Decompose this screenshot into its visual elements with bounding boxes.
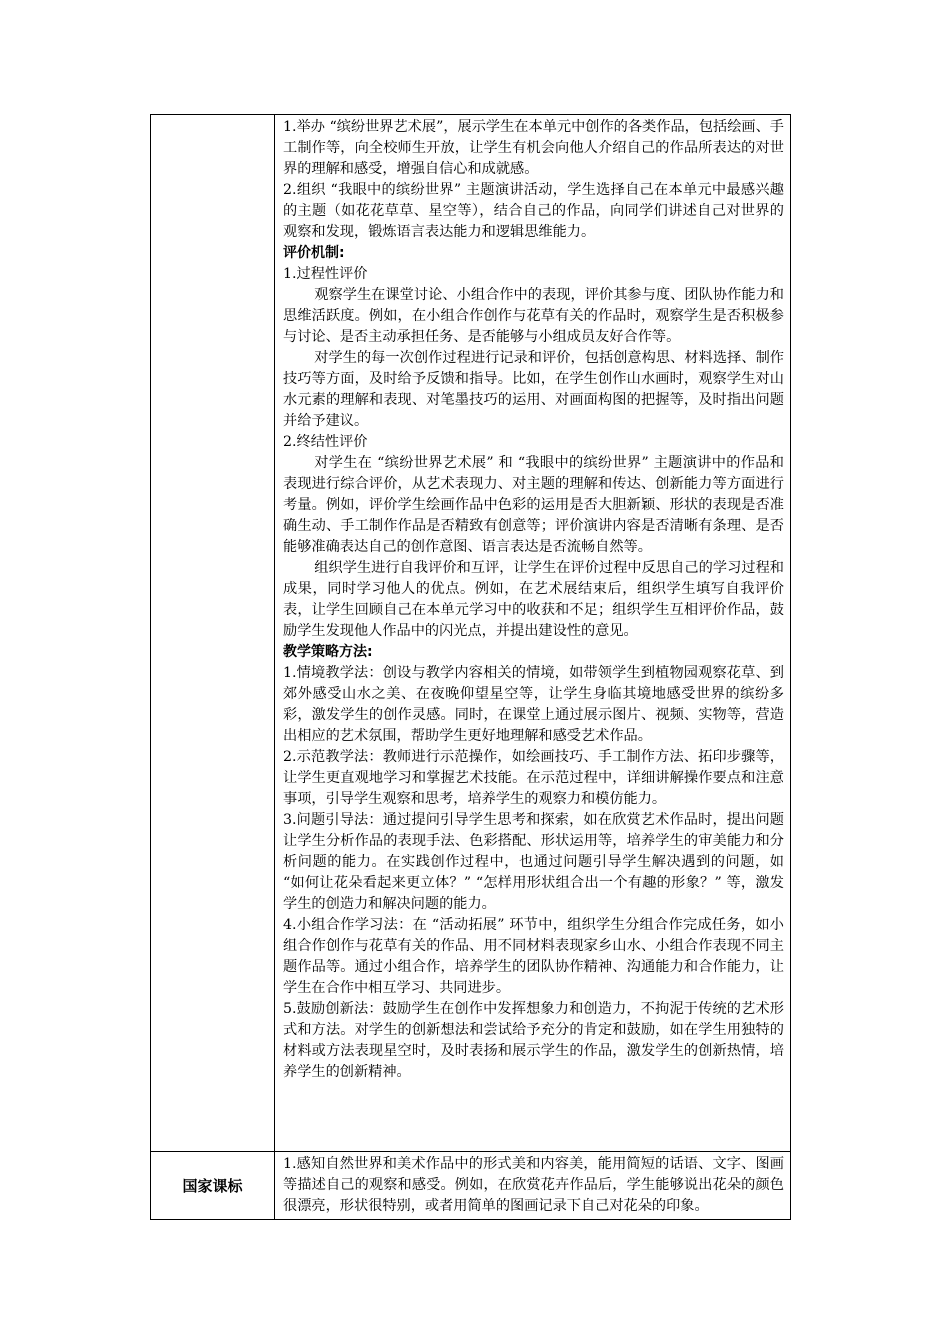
process-evaluation-para-2: 对学生的每一次创作过程进行记录和评价，包括创意构思、材料选择、制作技巧等方面，及时给予反馈和指导。比如，在学生创作山水画时，观察学生对山水元素的理解和表现、对笔墨技巧的运用、对画面构图的把握等，及时指出问题并给予建议。 xyxy=(283,350,784,429)
process-evaluation-para-1: 观察学生在课堂讨论、小组合作中的表现，评价其参与度、团队协作能力和思维活跃度。例如，在小组合作创作与花草有关的作品时，观察学生是否积极参与讨论、是否主动承担任务、是否能够与小组成员友好合作等。 xyxy=(283,287,784,345)
standards-content-cell xyxy=(275,1152,791,1220)
document-table xyxy=(150,114,791,1220)
activity-item-1: 1.举办 “缤纷世界艺术展”，展示学生在本单元中创作的各类作品，包括绘画、手工制作等，向全校师生开放，让学生有机会向他人介绍自己的作品所表达的对世界的理解和感受，增强自信心和成就感。 xyxy=(283,119,784,177)
summative-evaluation-title: 2.终结性评价 xyxy=(283,434,368,450)
evaluation-heading: 评价机制: xyxy=(283,245,345,261)
activities-cell xyxy=(275,115,791,1152)
strategy-item-2: 2.示范教学法：教师进行示范操作，如绘画技巧、手工制作方法、拓印步骤等，让学生更直观地学习和掌握艺术技能。在示范过程中，详细讲解操作要点和注意事项，引导学生观察和思考，培养学生的观察力和模仿能力。 xyxy=(283,749,784,807)
summative-evaluation-para-2: 组织学生进行自我评价和互评，让学生在评价过程中反思自己的学习过程和成果，同时学习他人的优点。例如，在艺术展结束后，组织学生填写自我评价表，让学生回顾自己在本单元学习中的收获和不足；组织学生互相评价作品，鼓励学生发现他人作品中的闪光点，并提出建设性的意见。 xyxy=(283,560,784,639)
standards-label-cell xyxy=(151,1152,275,1220)
strategy-heading: 教学策略方法: xyxy=(283,644,373,660)
summative-evaluation-para-1: 对学生在 “缤纷世界艺术展” 和 “我眼中的缤纷世界” 主题演讲中的作品和表现进行综合评价，从艺术表现力、对主题的理解和传达、创新能力等方面进行考量。例如，评价学生绘画作品中色彩的运用是否大胆新颖、形状的表现是否准确生动、手工制作作品是否精致有创意等；评价演讲内容是否清晰有条理、是否能够准确表达自己的创作意图、语言表达是否流畅自然等。 xyxy=(283,455,784,555)
strategy-item-1: 1.情境教学法：创设与教学内容相关的情境，如带领学生到植物园观察花草、到郊外感受山水之美、在夜晚仰望星空等，让学生身临其境地感受世界的缤纷多彩，激发学生的创作灵感。同时，在课堂上通过展示图片、视频、实物等，营造出相应的艺术氛围，帮助学生更好地理解和感受艺术作品。 xyxy=(283,665,784,744)
table-row xyxy=(151,115,791,1152)
strategy-item-4: 4.小组合作学习法：在 “活动拓展” 环节中，组织学生分组合作完成任务，如小组合作创作与花草有关的作品、用不同材料表现家乡山水、小组合作表现不同主题作品等。通过小组合作，培养学生的团队协作精神、沟通能力和合作能力，让学生在合作中相互学习、共同进步。 xyxy=(283,917,784,996)
table-row xyxy=(151,1152,791,1220)
strategy-item-5: 5.鼓励创新法：鼓励学生在创作中发挥想象力和创造力，不拘泥于传统的艺术形式和方法。对学生的创新想法和尝试给予充分的肯定和鼓励，如在学生用独特的材料或方法表现星空时，及时表扬和展示学生的作品，激发学生的创新热情，培养学生的创新精神。 xyxy=(283,1001,784,1080)
strategy-item-3: 3.问题引导法：通过提问引导学生思考和探索，如在欣赏艺术作品时，提出问题让学生分析作品的表现手法、色彩搭配、形状运用等，培养学生的审美能力和分析问题的能力。在实践创作过程中，也通过问题引导学生解决遇到的问题，如 “如何让花朵看起来更立体？” “怎样用形状组合出一个有趣的形象？” 等，激发学生的创造力和解决问题的能力。 xyxy=(283,812,784,912)
standards-label: 国家课标 xyxy=(182,1177,243,1195)
empty-left-cell xyxy=(151,115,275,1152)
process-evaluation-title: 1.过程性评价 xyxy=(283,266,368,282)
standards-content: 1.感知自然世界和美术作品中的形式美和内容美，能用简短的话语、文字、图画等描述自己的观察和感受。例如，在欣赏花卉作品后，学生能够说出花朵的颜色很漂亮，形状很特别，或者用简单的图画记录下自己对花朵的印象。 xyxy=(283,1156,784,1214)
activity-item-2: 2.组织 “我眼中的缤纷世界” 主题演讲活动，学生选择自己在本单元中最感兴趣的主题（如花花草草、星空等），结合自己的作品，向同学们讲述自己对世界的观察和发现，锻炼语言表达能力和逻辑思维能力。 xyxy=(283,182,784,240)
